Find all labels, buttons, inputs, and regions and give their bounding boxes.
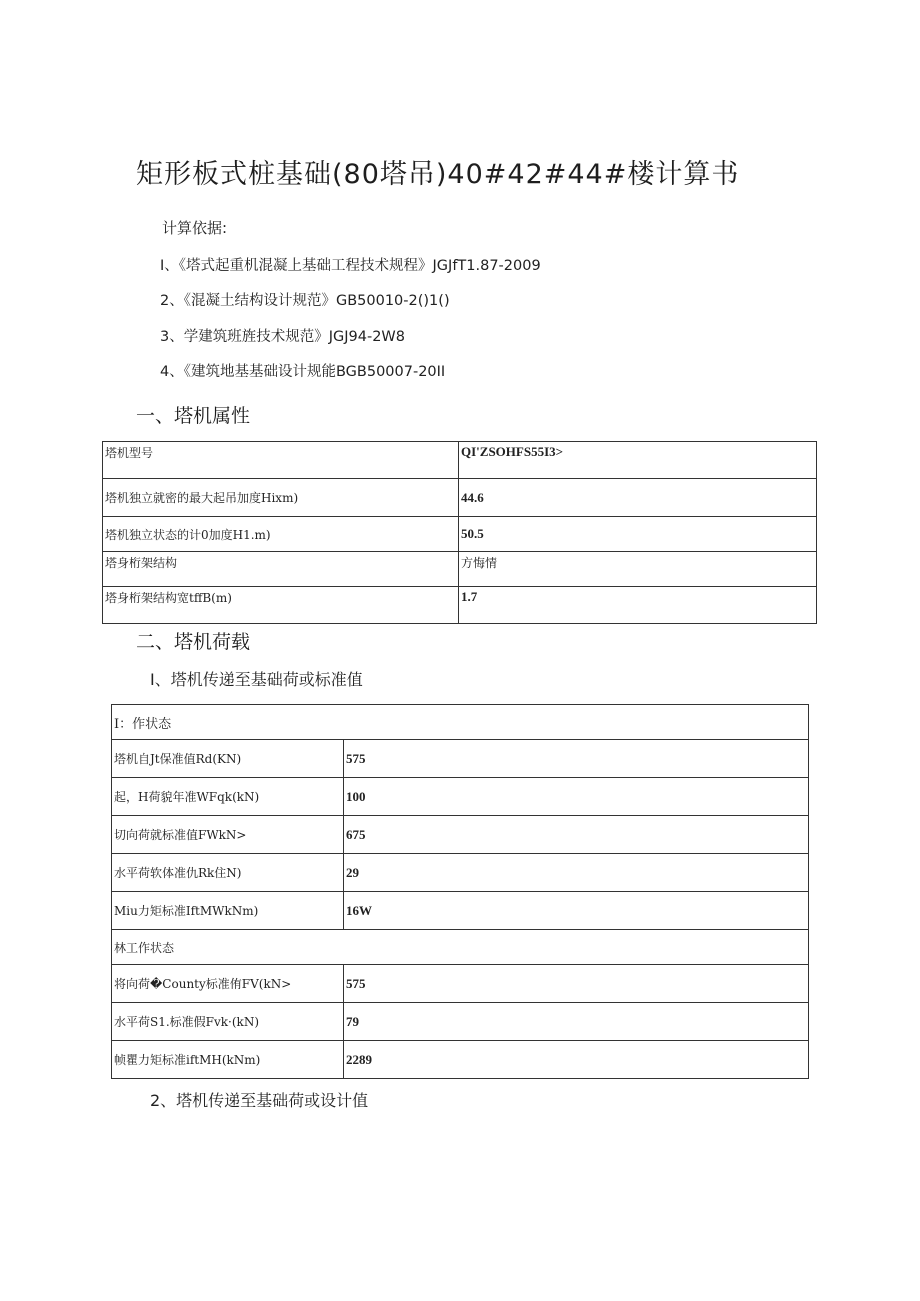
property-label: 塔机独立状态的计0加度H1.m): [103, 517, 459, 552]
property-value: 方悔情: [459, 552, 817, 587]
load-value: 575: [344, 740, 809, 778]
load-value: 100: [344, 778, 809, 816]
load-label: 将向荷�County标准侑FV(kN>: [112, 965, 344, 1003]
load-value: 79: [344, 1003, 809, 1041]
load-label: 切向荷就标准值FWkN>: [112, 816, 344, 854]
crane-loads-table: [111, 704, 809, 1079]
reference-item: 3、学建筑班旌技术规范》JGJ94-2W8: [160, 329, 405, 345]
table-row: [112, 816, 809, 854]
property-label: 塔身桁架结构: [103, 552, 459, 587]
table-row: [112, 892, 809, 930]
property-value: 1.7: [459, 587, 817, 624]
table-group-row: [112, 705, 809, 740]
load-value: 675: [344, 816, 809, 854]
load-label: 塔机自Jt保准值Rd(KN): [112, 740, 344, 778]
table-row: [112, 1041, 809, 1079]
section-heading-crane-properties: 一、塔机属性: [136, 405, 251, 427]
section-heading-crane-loads: 二、塔机荷载: [136, 631, 251, 653]
reference-item: I、《塔式起重机混凝上基础工程技术规程》JGJfT1.87-2009: [160, 258, 541, 274]
property-label: 塔机型号: [103, 442, 459, 479]
load-label: Miu力矩标准IftMWkNm): [112, 892, 344, 930]
subsection-heading-design-loads: 2、塔机传递至基础荷或设计值: [150, 1091, 369, 1110]
property-value: 50.5: [459, 517, 817, 552]
load-label: 水平荷软体准仇Rk住N): [112, 854, 344, 892]
reference-item: 4、《建筑地基基础设计规能BGB50007-20II: [160, 364, 446, 380]
group-label-working: I：作状态: [112, 705, 809, 740]
load-value: 16W: [344, 892, 809, 930]
table-row: [112, 778, 809, 816]
basis-label: 计算依据:: [162, 219, 228, 237]
table-row: [112, 1003, 809, 1041]
property-label: 塔机独立就密的最大起吊加度Hixm): [103, 479, 459, 517]
subsection-heading-standard-loads: I、塔机传递至基础荷或标准值: [150, 670, 363, 689]
load-label: 起，H荷貌年准WFqk(kN): [112, 778, 344, 816]
group-label-non-working: 林工作状态: [112, 930, 809, 965]
table-row: [103, 517, 817, 552]
table-row: [103, 552, 817, 587]
load-value: 2289: [344, 1041, 809, 1079]
load-label: 帧瞿力矩标准iftMH(kNm): [112, 1041, 344, 1079]
load-label: 水平荷S1.标准假Fvk·(kN): [112, 1003, 344, 1041]
load-value: 575: [344, 965, 809, 1003]
table-row: [112, 854, 809, 892]
table-group-row: [112, 930, 809, 965]
table-row: [112, 740, 809, 778]
property-value: QI'ZSOHFS55I3>: [459, 442, 817, 479]
table-row: [112, 965, 809, 1003]
table-row: [103, 442, 817, 479]
property-label: 塔身桁架结构宽tffB(m): [103, 587, 459, 624]
table-row: [103, 479, 817, 517]
reference-item: 2、《混凝土结构设计规范》GB50010-2()1(): [160, 293, 450, 309]
table-row: [103, 587, 817, 624]
document-title: 矩形板式桩基础(80塔吊)40#42#44#楼计算书: [136, 159, 740, 190]
load-value: 29: [344, 854, 809, 892]
property-value: 44.6: [459, 479, 817, 517]
crane-properties-table: [102, 441, 817, 624]
